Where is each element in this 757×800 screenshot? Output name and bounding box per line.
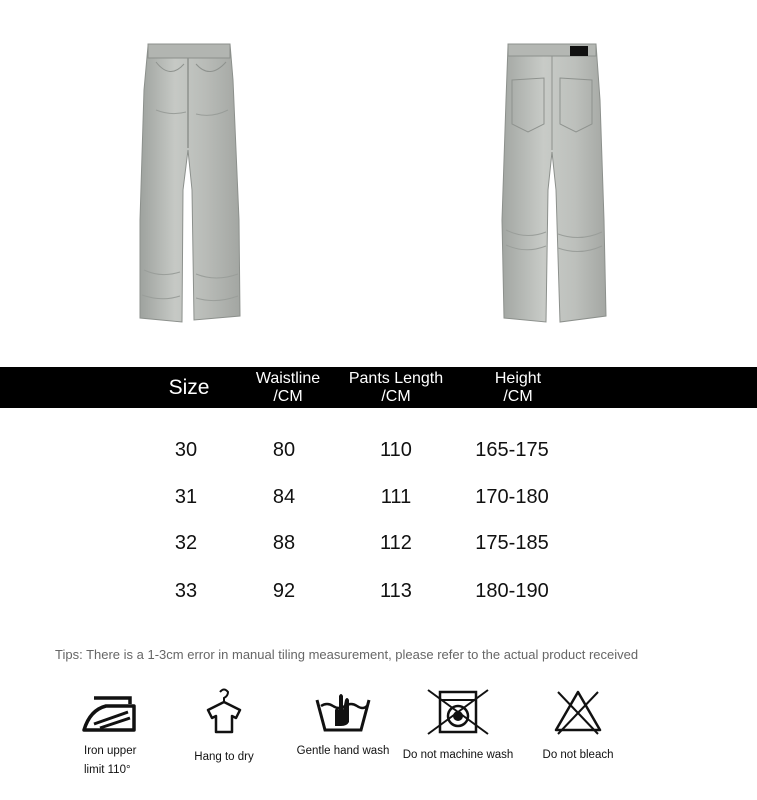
header-height	[460, 367, 576, 408]
header-pants-length	[335, 367, 457, 408]
cell-waistline: 80	[272, 439, 296, 461]
cell-waistline: 84	[272, 486, 296, 508]
iron-label-line2: limit 110°	[84, 764, 131, 776]
header-waistline	[236, 367, 340, 408]
iron-icon	[80, 686, 140, 736]
cell-height: 165-175	[475, 439, 549, 461]
cell-size: 31	[174, 486, 198, 508]
cell-height: 180-190	[475, 580, 549, 602]
cell-size: 30	[174, 439, 198, 461]
header-size-label: Size	[168, 375, 210, 399]
no-bleach-icon	[552, 686, 604, 738]
hand-wash-label: Gentle hand wash	[296, 745, 390, 757]
care-no-machine-wash	[398, 686, 518, 765]
cell-pants-length: 112	[380, 532, 412, 554]
header-waistline-label: Waistline	[255, 369, 321, 387]
size-table-header	[0, 367, 757, 408]
jeans-front-photo	[136, 40, 242, 325]
header-waistline-unit: /CM	[273, 387, 303, 405]
jeans-back-photo	[498, 40, 610, 325]
hang-dry-icon	[202, 686, 246, 740]
cell-height: 170-180	[475, 486, 549, 508]
care-hang-dry	[186, 686, 262, 767]
cell-size: 33	[174, 580, 198, 602]
hang-dry-label: Hang to dry	[194, 751, 254, 763]
iron-label	[70, 742, 150, 780]
header-height-unit: /CM	[503, 387, 533, 405]
iron-label-line1: Iron upper	[84, 745, 137, 757]
table-row	[0, 435, 757, 465]
cell-pants-length: 113	[380, 580, 412, 602]
header-size	[150, 367, 228, 408]
header-pants-length-label: Pants Length	[348, 369, 444, 387]
header-height-label: Height	[494, 369, 542, 387]
care-hand-wash	[290, 686, 396, 761]
table-row	[0, 482, 757, 512]
care-iron	[70, 686, 150, 780]
header-pants-length-unit: /CM	[381, 387, 411, 405]
table-row	[0, 528, 757, 558]
no-bleach-label: Do not bleach	[542, 749, 614, 761]
cell-waistline: 88	[272, 532, 296, 554]
cell-height: 175-185	[475, 532, 549, 554]
cell-pants-length: 111	[380, 486, 412, 508]
cell-waistline: 92	[272, 580, 296, 602]
cell-pants-length: 110	[380, 439, 412, 461]
table-row	[0, 576, 757, 606]
care-no-bleach	[535, 686, 621, 765]
measurement-tips: Tips: There is a 1-3cm error in manual tiling measurement, please refer to the actual product received	[55, 647, 639, 662]
no-machine-wash-icon	[426, 686, 490, 738]
no-machine-wash-label: Do not machine wash	[402, 749, 514, 761]
cell-size: 32	[174, 532, 198, 554]
hand-wash-icon	[313, 686, 373, 734]
